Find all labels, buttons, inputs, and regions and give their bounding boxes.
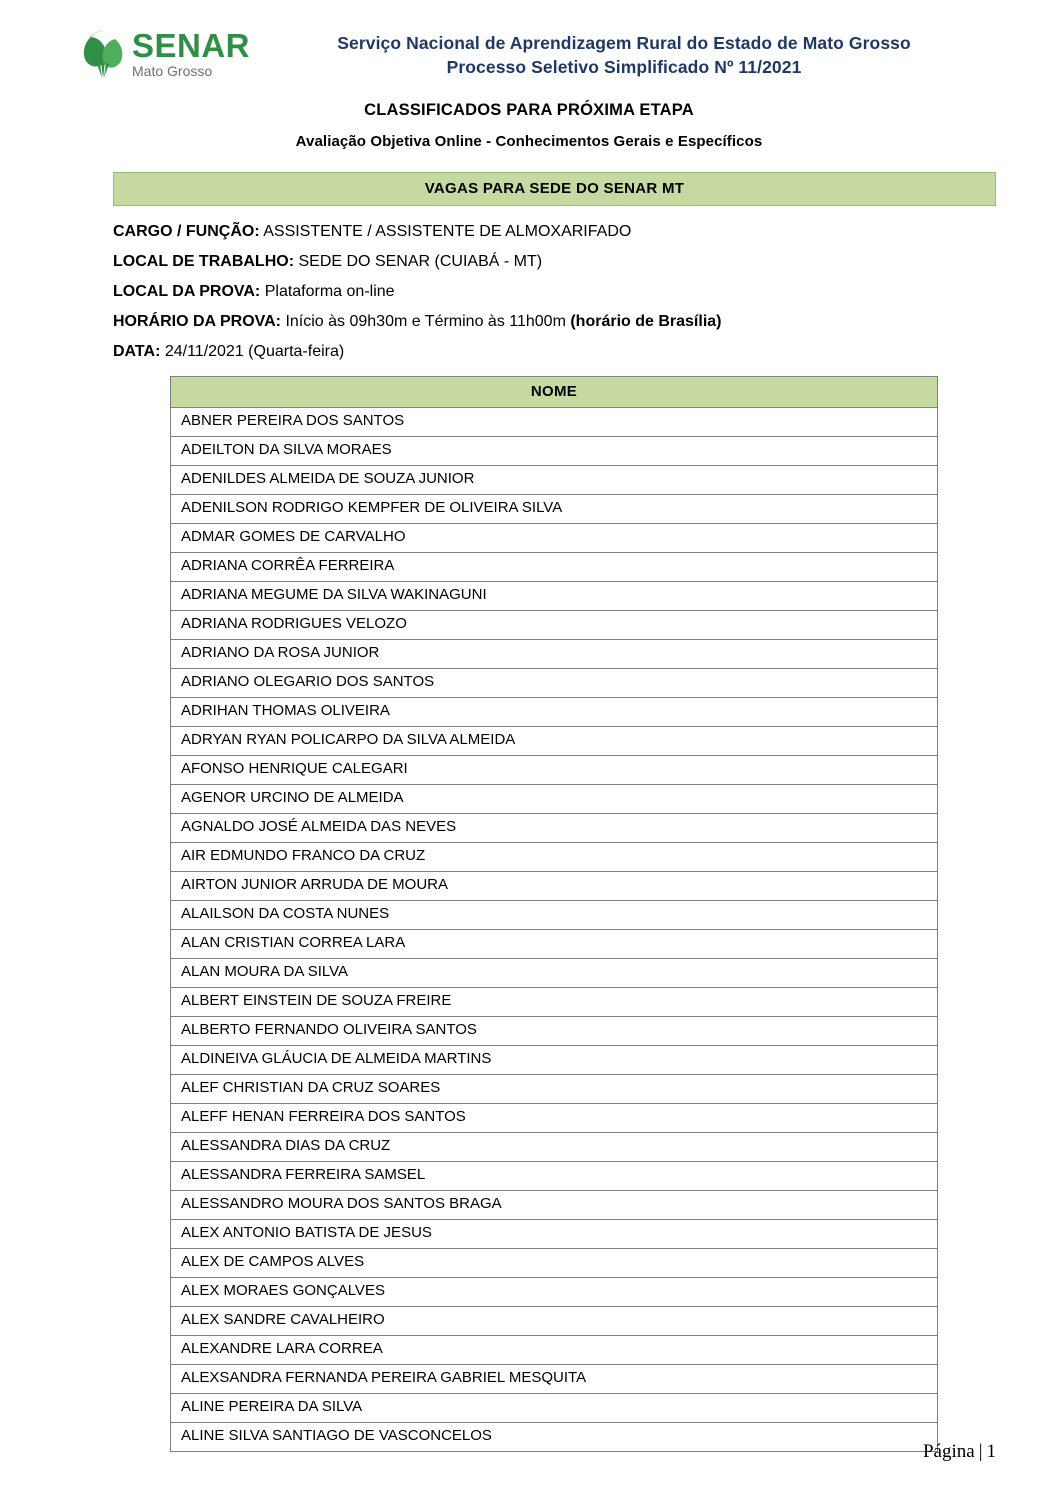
candidate-name: AGENOR URCINO DE ALMEIDA: [171, 785, 938, 814]
exam-info: [113, 222, 1058, 362]
table-row: [171, 843, 938, 872]
candidate-name: ALEXANDRE LARA CORREA: [171, 1336, 938, 1365]
table-row: [171, 640, 938, 669]
senar-logo: [60, 22, 250, 78]
table-row: [171, 1104, 938, 1133]
candidate-name: ADEILTON DA SILVA MORAES: [171, 437, 938, 466]
candidate-name: ADRIANA RODRIGUES VELOZO: [171, 611, 938, 640]
senar-leaf-logo-icon: [80, 28, 126, 78]
table-row: [171, 872, 938, 901]
candidate-name: ALEX SANDRE CAVALHEIRO: [171, 1307, 938, 1336]
table-row: [171, 930, 938, 959]
candidate-name: ADRYAN RYAN POLICARPO DA SILVA ALMEIDA: [171, 727, 938, 756]
names-table-wrapper: [170, 376, 938, 1452]
table-row: [171, 437, 938, 466]
candidate-name: ALAN MOURA DA SILVA: [171, 959, 938, 988]
table-row: [171, 1046, 938, 1075]
table-row: [171, 466, 938, 495]
table-row: [171, 785, 938, 814]
info-cargo: [113, 222, 1058, 242]
info-horario: [113, 312, 1058, 332]
candidate-name: ALEF CHRISTIAN DA CRUZ SOARES: [171, 1075, 938, 1104]
subtitle-block: [0, 101, 1058, 150]
page-title: CLASSIFICADOS PARA PRÓXIMA ETAPA: [364, 101, 694, 120]
names-table-body: [171, 408, 938, 1452]
candidate-name: ADRIANO DA ROSA JUNIOR: [171, 640, 938, 669]
table-row: [171, 1394, 938, 1423]
header-title-block: [250, 22, 998, 79]
org-title: Serviço Nacional de Aprendizagem Rural do Estado de Mato Grosso: [337, 33, 911, 53]
candidate-name: ALDINEIVA GLÁUCIA DE ALMEIDA MARTINS: [171, 1046, 938, 1075]
info-local-trabalho-label: LOCAL DE TRABALHO:: [113, 253, 295, 271]
candidate-name: ABNER PEREIRA DOS SANTOS: [171, 408, 938, 437]
candidate-name: ADRIHAN THOMAS OLIVEIRA: [171, 698, 938, 727]
document-header: [0, 0, 1058, 79]
info-horario-tail: (horário de Brasília): [570, 313, 722, 331]
table-row: [171, 959, 938, 988]
table-row: [171, 901, 938, 930]
candidate-name: ALINE PEREIRA DA SILVA: [171, 1394, 938, 1423]
candidate-name: AGNALDO JOSÉ ALMEIDA DAS NEVES: [171, 814, 938, 843]
senar-brand: SENAR: [132, 26, 251, 64]
process-title: Processo Seletivo Simplificado Nº 11/2021: [446, 56, 802, 77]
candidate-name: ALEFF HENAN FERREIRA DOS SANTOS: [171, 1104, 938, 1133]
candidate-name: ALEX DE CAMPOS ALVES: [171, 1249, 938, 1278]
candidate-name: ADMAR GOMES DE CARVALHO: [171, 524, 938, 553]
page-subtitle: Avaliação Objetiva Online - Conhecimentos Gerais e Específicos: [295, 133, 763, 151]
page-footer: [923, 1441, 996, 1463]
table-row: [171, 1423, 938, 1452]
table-row: [171, 814, 938, 843]
candidate-name: ADRIANO OLEGARIO DOS SANTOS: [171, 669, 938, 698]
candidate-name: ADRIANA CORRÊA FERREIRA: [171, 553, 938, 582]
names-table: [170, 376, 938, 1452]
candidate-name: AFONSO HENRIQUE CALEGARI: [171, 756, 938, 785]
candidate-name: ALEX ANTONIO BATISTA DE JESUS: [171, 1220, 938, 1249]
candidate-name: ALESSANDRO MOURA DOS SANTOS BRAGA: [171, 1191, 938, 1220]
table-row: [171, 1249, 938, 1278]
info-data-value: 24/11/2021 (Quarta-feira): [160, 343, 345, 361]
table-row: [171, 495, 938, 524]
table-header-row: [171, 377, 938, 408]
candidate-name: ALAILSON DA COSTA NUNES: [171, 901, 938, 930]
senar-logo-text: [132, 26, 251, 79]
info-local-trabalho: [113, 252, 1058, 272]
vagas-banner: VAGAS PARA SEDE DO SENAR MT: [113, 172, 996, 206]
candidate-name: ALBERTO FERNANDO OLIVEIRA SANTOS: [171, 1017, 938, 1046]
info-local-prova: [113, 282, 1058, 302]
table-row: [171, 1191, 938, 1220]
candidate-name: ALBERT EINSTEIN DE SOUZA FREIRE: [171, 988, 938, 1017]
candidate-name: AIRTON JUNIOR ARRUDA DE MOURA: [171, 872, 938, 901]
info-horario-value: Início às 09h30m e Término às 11h00m: [281, 313, 571, 331]
table-row: [171, 1017, 938, 1046]
table-row: [171, 408, 938, 437]
table-row: [171, 524, 938, 553]
info-local-prova-value: Plataforma on-line: [260, 283, 395, 301]
senar-region: Mato Grosso: [132, 62, 213, 79]
candidate-name: ADENILSON RODRIGO KEMPFER DE OLIVEIRA SILVA: [171, 495, 938, 524]
table-row: [171, 698, 938, 727]
candidate-name: AIR EDMUNDO FRANCO DA CRUZ: [171, 843, 938, 872]
table-row: [171, 1278, 938, 1307]
table-row: [171, 1075, 938, 1104]
table-row: [171, 1336, 938, 1365]
table-row: [171, 1220, 938, 1249]
table-row: [171, 1365, 938, 1394]
candidate-name: ALEX MORAES GONÇALVES: [171, 1278, 938, 1307]
candidate-name: ADENILDES ALMEIDA DE SOUZA JUNIOR: [171, 466, 938, 495]
table-row: [171, 756, 938, 785]
candidate-name: ALESSANDRA FERREIRA SAMSEL: [171, 1162, 938, 1191]
candidate-name: ALAN CRISTIAN CORREA LARA: [171, 930, 938, 959]
info-data: [113, 342, 1058, 362]
info-data-label: DATA:: [113, 343, 161, 361]
table-row: [171, 727, 938, 756]
table-row: [171, 1307, 938, 1336]
footer-label: Página: [922, 1441, 975, 1462]
table-row: [171, 611, 938, 640]
table-row: [171, 1133, 938, 1162]
table-row: [171, 669, 938, 698]
table-row: [171, 988, 938, 1017]
info-horario-label: HORÁRIO DA PROVA:: [113, 313, 281, 331]
table-row: [171, 553, 938, 582]
info-cargo-label: CARGO / FUNÇÃO:: [113, 223, 260, 241]
candidate-name: ALESSANDRA DIAS DA CRUZ: [171, 1133, 938, 1162]
info-local-trabalho-value: SEDE DO SENAR (CUIABÁ - MT): [294, 253, 543, 271]
footer-separator: |: [978, 1441, 983, 1462]
footer-page-number: 1: [986, 1441, 996, 1462]
info-local-prova-label: LOCAL DA PROVA:: [113, 283, 261, 301]
candidate-name: ALEXSANDRA FERNANDA PEREIRA GABRIEL MESQUITA: [171, 1365, 938, 1394]
candidate-name: ALINE SILVA SANTIAGO DE VASCONCELOS: [171, 1423, 938, 1452]
column-header-nome: NOME: [171, 377, 938, 408]
candidate-name: ADRIANA MEGUME DA SILVA WAKINAGUNI: [171, 582, 938, 611]
info-cargo-value: ASSISTENTE / ASSISTENTE DE ALMOXARIFADO: [259, 223, 632, 241]
table-row: [171, 1162, 938, 1191]
table-row: [171, 582, 938, 611]
